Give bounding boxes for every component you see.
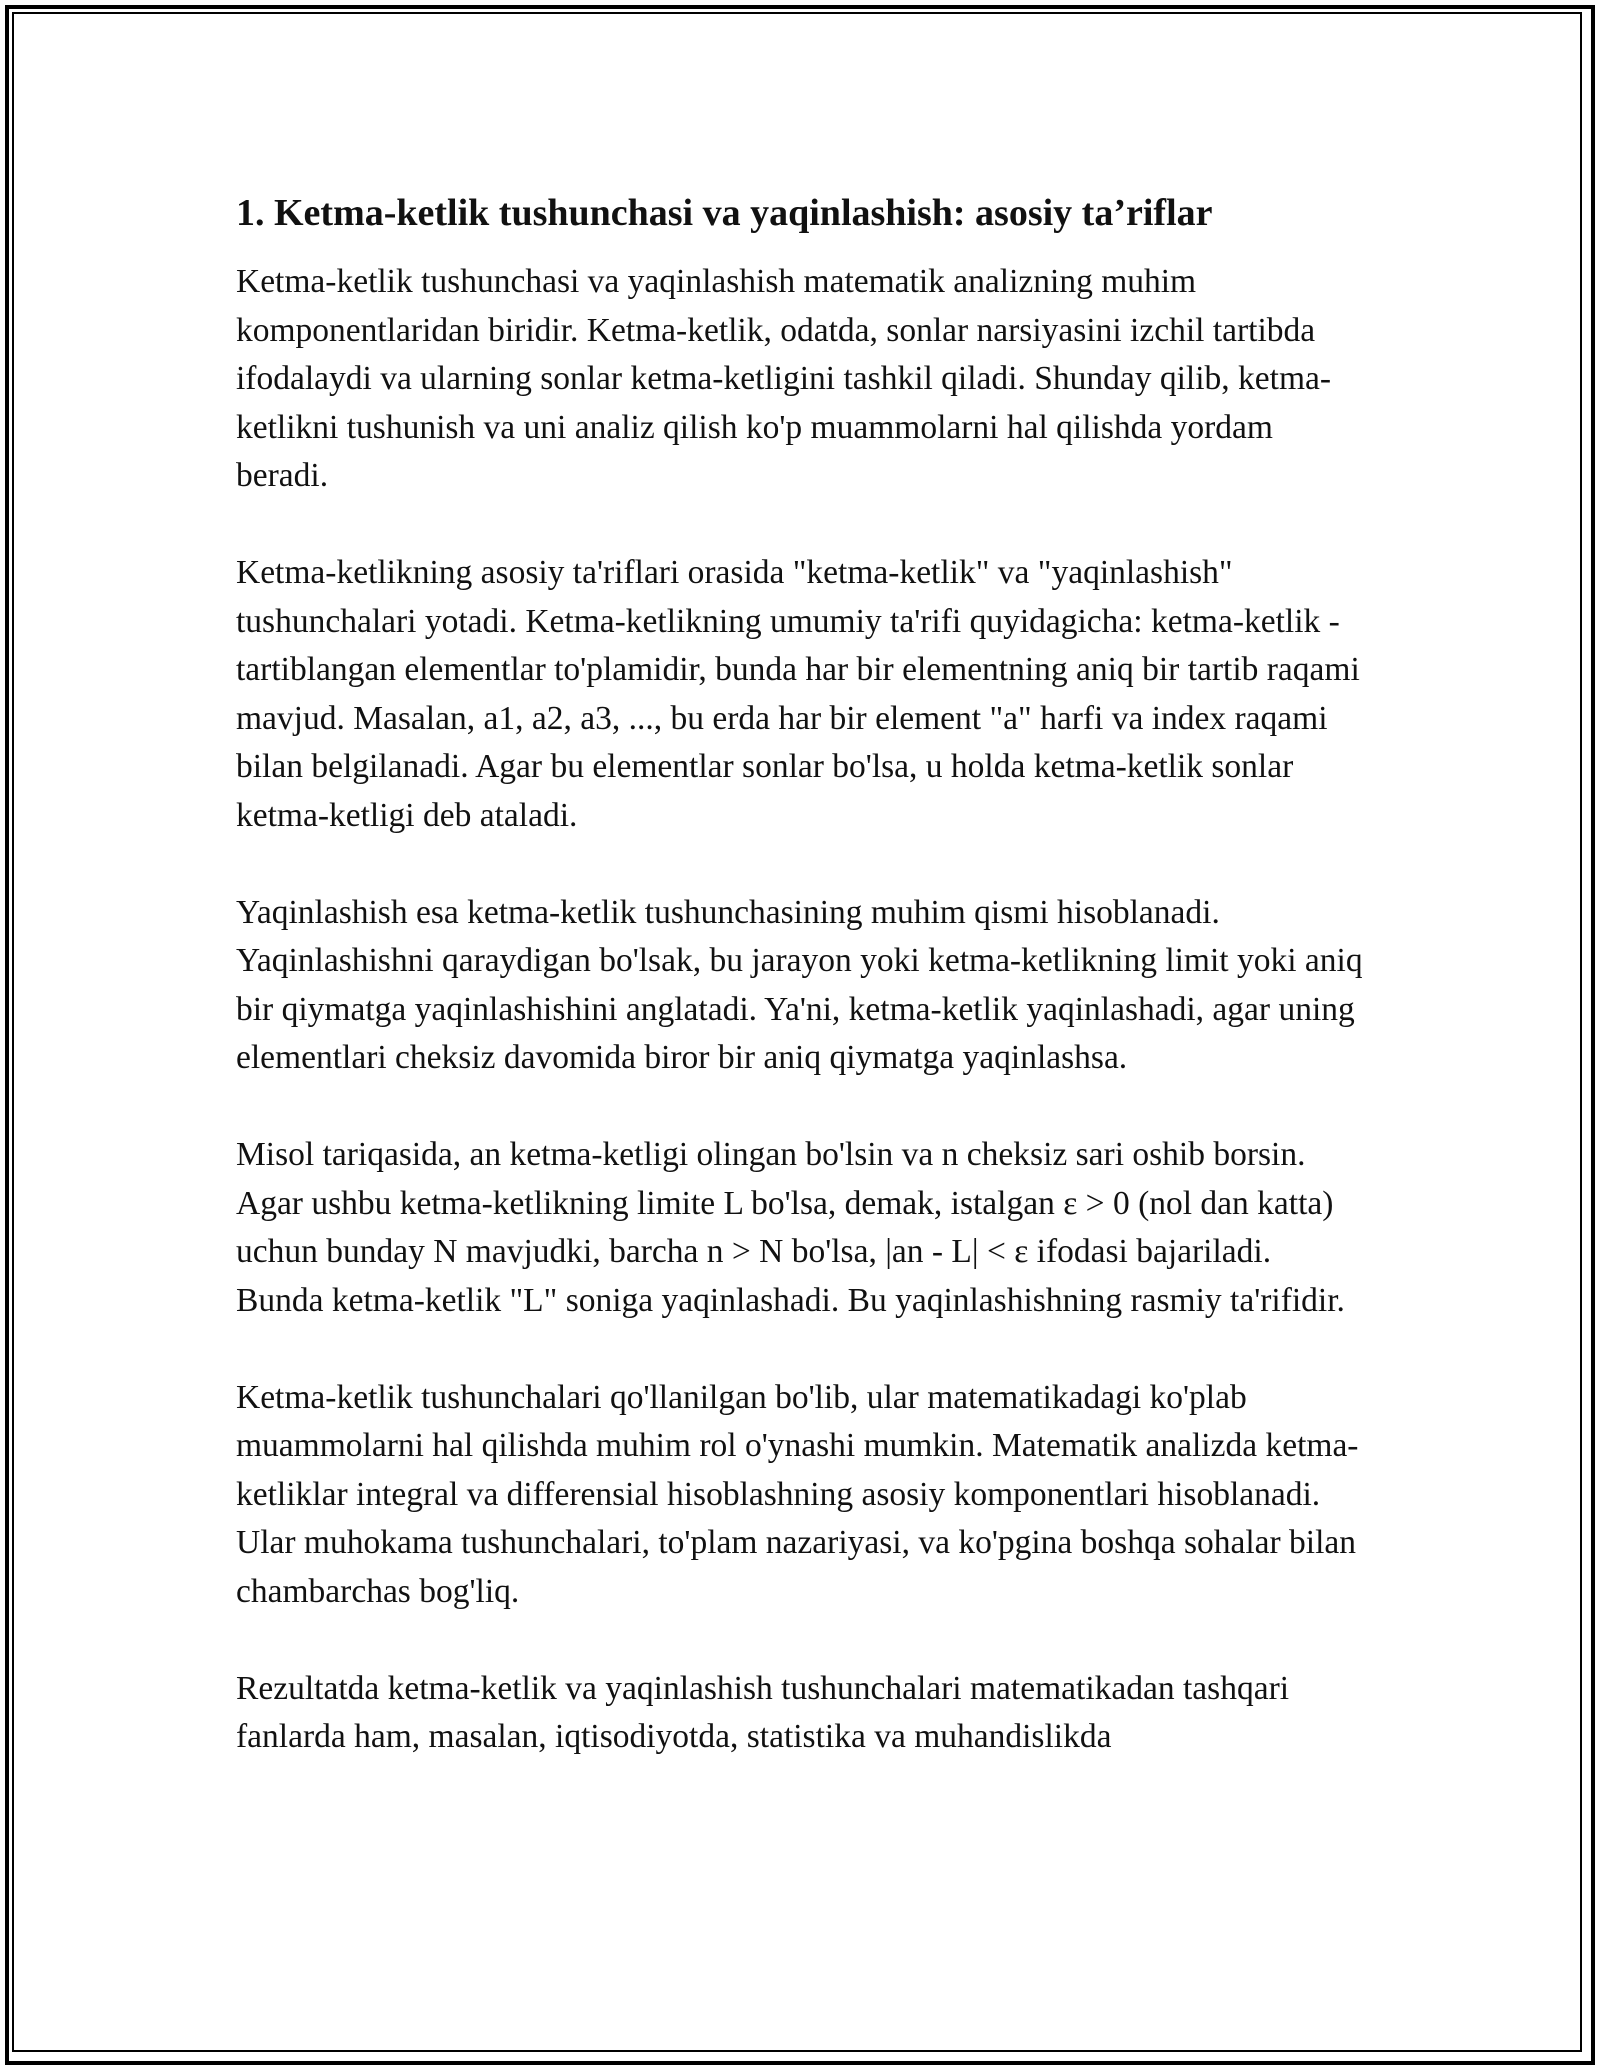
paragraph-1: Ketma-ketlik tushunchasi va yaqinlashish matematik analizning muhim komponentlaridan biridir. Ketma-ketlik, odatda, sonlar narsiyasini izchil tartibda ifodalaydi va ularning sonlar ketma-ketligini tashkil qiladi. Shunday qilib, ketma-ketlikni tushunish va uni analiz qilish ko'p muammolarni hal qilishda yordam beradi. [236,263,1332,494]
section-heading: 1. Ketma-ketlik tushunchasi va yaqinlashish: asosiy ta’riflar [236,192,1213,234]
paragraph-4: Misol tariqasida, an ketma-ketligi olingan bo'lsin va n cheksiz sari oshib borsin. Agar ushbu ketma-ketlikning limite L bo'lsa, demak, istalgan ε > 0 (nol dan katta) uchun bunday N mavjudki, barcha n > N bo'lsa, |an - L| < ε ifodasi bajariladi. Bunda ketma-ketlik "L" soniga yaqinlashadi. Bu yaqinlashishning rasmiy ta'rifidir. [236,1136,1345,1319]
paragraph-6: Rezultatda ketma-ketlik va yaqinlashish tushunchalari matematikadan tashqari fanlarda ham, masalan, iqtisodiyotda, statistika va muhandislikda [236,1669,1290,1755]
paragraph-5: Ketma-ketlik tushunchalari qo'llanilgan bo'lib, ular matematikadagi ko'plab muammolarni hal qilishda muhim rol o'ynashi mumkin. Matematik analizda ketma-ketliklar integral va differensial hisoblashning asosiy komponentlari hisoblanadi. Ular muhokama tushunchalari, to'plam nazariyasi, va ko'pgina boshqa sohalar bilan chambarchas bog'liq. [236,1378,1359,1610]
document-body [236,188,1366,1762]
paragraph-3: Yaqinlashish esa ketma-ketlik tushunchasining muhim qismi hisoblanadi. Yaqinlashishni qaraydigan bo'lsak, bu jarayon yoki ketma-ketlikning limit yoki aniq bir qiymatga yaqinlashishini anglatadi. Ya'ni, ketma-ketlik yaqinlashadi, agar uning elementlari cheksiz davomida biror bir aniq qiymatga yaqinlashsa. [236,893,1363,1076]
paragraph-2: Ketma-ketlikning asosiy ta'riflari orasida "ketma-ketlik" va "yaqinlashish" tushunchalari yotadi. Ketma-ketlikning umumiy ta'rifi quyidagicha: ketma-ketlik - tartiblangan elementlar to'plamidir, bunda har bir elementning aniq bir tartib raqami mavjud. Masalan, a1, a2, a3, ..., bu erda har bir element "a" harfi va index raqami bilan belgilanadi. Agar bu elementlar sonlar bo'lsa, u holda ketma-ketlik sonlar ketma-ketligi deb ataladi. [236,554,1360,834]
